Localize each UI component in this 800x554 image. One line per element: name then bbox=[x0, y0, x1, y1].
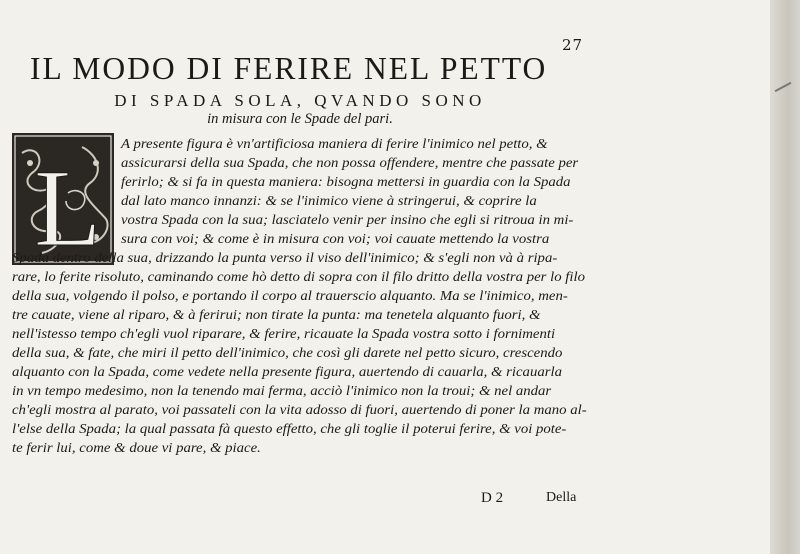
text-line: A presente figura è vn'artificiosa maniera di ferire l'inimico nel petto, & bbox=[121, 136, 548, 151]
title-line-3: in misura con le Spade del pari. bbox=[207, 111, 393, 127]
title-line-2: DI SPADA SOLA, QVANDO SONO bbox=[114, 91, 486, 110]
title-line-1: IL MODO DI FERIRE NEL PETTO bbox=[30, 50, 548, 86]
text-line: in vn tempo medesimo, non la tenendo mai ferma, acciò l'inimico non la troui; & nel andar bbox=[12, 383, 552, 398]
text-line: sura con voi; & come è in misura con voi; voi cauate mettendo la vostra bbox=[121, 231, 550, 246]
svg-text:L: L bbox=[34, 147, 102, 265]
book-gutter bbox=[770, 0, 800, 554]
decorated-initial-l bbox=[12, 133, 114, 265]
catchword: Della bbox=[546, 490, 577, 505]
text-line: alquanto con la Spada, come vedete nella presente figura, auertendo di cauarla, & ricauarla bbox=[12, 364, 562, 379]
text-line: dal lato manco innanzi: & se l'inimico viene à stringerui, & coprire la bbox=[121, 193, 537, 208]
page-number: 27 bbox=[562, 36, 584, 54]
text-line: ch'egli mostra al parato, voi passateli con la vita adosso di fuori, auertendo di poner la mano al- bbox=[12, 402, 587, 417]
woodcut-initial-icon bbox=[12, 133, 114, 265]
text-line: rare, lo ferite risoluto, caminando come hò detto di sopra con il filo dritto della vostra per lo filo bbox=[12, 269, 586, 284]
text-line: della sua, & fate, che miri il petto dell'inimico, che così gli darete nel petto sicuro, crescendo bbox=[12, 345, 563, 360]
text-line: te ferir lui, come & doue vi pare, & piace. bbox=[12, 440, 261, 455]
text-line: ferirlo; & si fa in questa maniera: bisogna mettersi in guardia con la Spada bbox=[121, 174, 571, 189]
text-line: l'else della Spada; la qual passata fà questo effetto, che gli toglie il poterui ferire, & voi pote- bbox=[12, 421, 567, 436]
text-line: nell'istesso tempo ch'egli vuol riparare, & ferire, ricauate la Spada vostra sotto i fornimenti bbox=[12, 326, 556, 341]
text-line: assicurarsi della sua Spada, che non possa offendere, mentre che passate per bbox=[121, 155, 579, 170]
text-line: tre cauate, viene al riparo, & à ferirui; non tirate la punta: ma tenetela alquanto fuori, & bbox=[12, 307, 541, 322]
text-line: della sua, volgendo il polso, e portando il corpo al trauerscio alquanto. Ma se l'inimico, men- bbox=[12, 288, 568, 303]
text-line: vostra Spada con la sua; lasciatelo venir per insino che egli si ritroua in mi- bbox=[121, 212, 574, 227]
signature-mark: D 2 bbox=[481, 490, 504, 506]
text-line: Spada dentro della sua, drizzando la punta verso il viso dell'inimico; & s'egli non và à ripa- bbox=[12, 250, 558, 265]
